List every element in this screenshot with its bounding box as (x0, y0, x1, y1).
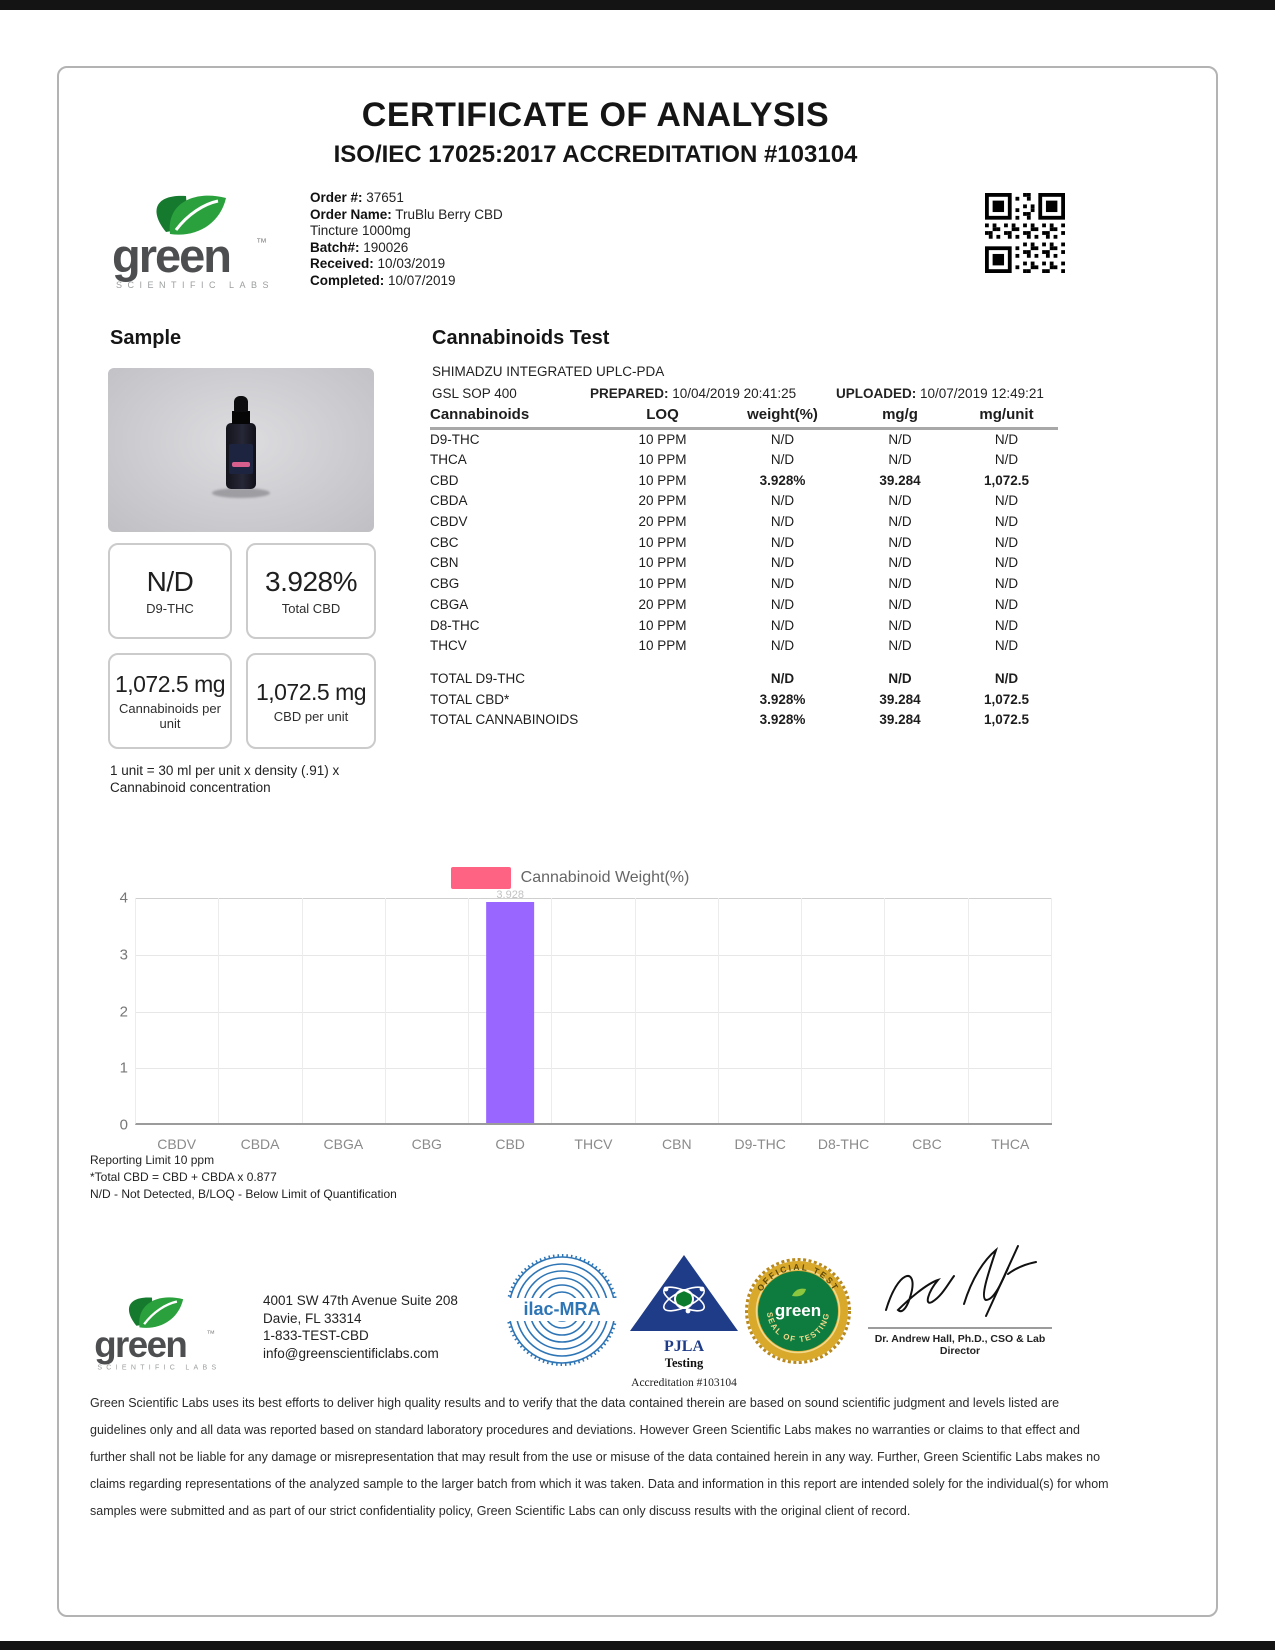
legend-color-swatch (451, 867, 511, 889)
table-row (430, 532, 1058, 553)
cell-mg-unit: N/D (994, 617, 1019, 633)
order-field-label: Batch#: (310, 239, 360, 255)
test-meta-line (432, 386, 1058, 401)
cell-weight: 3.928% (759, 712, 806, 728)
table-row (430, 449, 1058, 470)
order-field: Order #: 37651 (310, 190, 404, 205)
table-row (430, 429, 1058, 450)
cell-weight: N/D (770, 534, 795, 550)
signature-block (868, 1240, 1058, 1357)
cell-mg-unit: N/D (994, 576, 1019, 592)
cell-weight: N/D (770, 432, 795, 448)
table-column-header: LOQ (605, 406, 720, 429)
cell-loq: 10 PPM (638, 576, 687, 592)
cell-mg-g: N/D (888, 452, 912, 468)
cell-total-name: TOTAL CANNABINOIDS (430, 712, 579, 728)
table-total-row (430, 709, 1058, 730)
cell-cannabinoid: CBD (430, 472, 459, 488)
y-tick-label: 4 (119, 889, 128, 907)
pjla-accreditation-number: Accreditation #103104 (631, 1377, 737, 1389)
sample-photo (108, 368, 374, 532)
footnote-line: *Total CBD = CBD + CBDA x 0.877 (90, 1170, 277, 1184)
cell-cannabinoid: THCA (430, 452, 467, 468)
cell-loq: 10 PPM (638, 432, 687, 448)
prepared-timestamp: PREPARED: 10/04/2019 20:41:25 (590, 386, 797, 401)
cell-cannabinoid: CBC (430, 534, 459, 550)
y-tick-label: 0 (119, 1116, 128, 1134)
cell-cannabinoid: CBN (430, 555, 459, 571)
green-scientific-labs-logo (104, 190, 284, 295)
cell-mg-unit: 1,072.5 (983, 691, 1030, 707)
pjla-testing-label: Testing (664, 1356, 704, 1370)
x-tick-label: D9-THC (734, 1136, 786, 1152)
cell-total-name: TOTAL CBD* (430, 691, 510, 707)
sop-label: GSL SOP 400 (432, 386, 517, 401)
table-row (430, 573, 1058, 594)
table-row (430, 635, 1058, 656)
top-border-bar (0, 0, 1275, 10)
cell-mg-g: 39.284 (879, 472, 921, 488)
cell-mg-g: N/D (888, 555, 912, 571)
x-tick-label: D8-THC (817, 1136, 870, 1152)
table-row (430, 470, 1058, 491)
table-row (430, 615, 1058, 636)
page-title: CERTIFICATE OF ANALYSIS (361, 96, 830, 134)
chart-column (469, 889, 552, 1123)
cannabinoid-weight-chart (88, 853, 1088, 1155)
order-field-label: Received: (310, 256, 374, 271)
cell-weight: N/D (770, 452, 795, 468)
result-value: N/D (146, 566, 194, 597)
y-tick-label: 2 (119, 1003, 128, 1020)
cell-cannabinoid: D8-THC (430, 617, 480, 633)
order-field-label: Order #: (310, 190, 363, 205)
cannabinoids-table (430, 406, 1058, 730)
cell-weight: N/D (770, 514, 795, 530)
result-value: 1,072.5 mg (114, 671, 226, 697)
cell-mg-g: N/D (888, 596, 912, 612)
chart-column (552, 898, 635, 1123)
table-row (430, 594, 1058, 615)
table-total-row (430, 689, 1058, 710)
table-column-header: mg/g (845, 406, 955, 429)
order-field: Order Name: TruBlu Berry CBD Tincture 1000mg (310, 206, 503, 238)
cell-loq: 10 PPM (638, 555, 687, 571)
result-label: Cannabinoids per unit (119, 701, 221, 731)
footnote-line: N/D - Not Detected, B/LOQ - Below Limit of Quantification (90, 1187, 397, 1201)
cell-mg-unit: N/D (994, 534, 1019, 550)
x-tick-label: CBDV (157, 1136, 197, 1152)
instrument-name: SHIMADZU INTEGRATED UPLC-PDA (432, 364, 665, 379)
footnote-line: Reporting Limit 10 ppm (90, 1153, 215, 1167)
cell-loq (605, 709, 720, 730)
cell-mg-g: N/D (888, 493, 912, 509)
unit-conversion-note: 1 unit = 30 ml per unit x density (.91) x Cannabinoid concentration (110, 763, 340, 795)
chart-column (386, 898, 469, 1123)
seal-of-testing (745, 1258, 851, 1369)
chart-column (303, 898, 386, 1123)
accreditation-subtitle: ISO/IEC 17025:2017 ACCREDITATION #103104 (333, 141, 858, 168)
qr-code (985, 193, 1065, 278)
cell-weight: N/D (770, 638, 795, 654)
table-column-header: weight(%) (720, 406, 845, 429)
table-column-header: mg/unit (955, 406, 1058, 429)
cell-cannabinoid: CBGA (430, 596, 469, 612)
signature-image (868, 1240, 1052, 1326)
chart-plot-area (135, 889, 1052, 1125)
cell-mg-unit: N/D (994, 493, 1019, 509)
cell-cannabinoid: D9-THC (430, 432, 480, 448)
result-label: CBD per unit (273, 708, 349, 724)
pjla-name: PJLA (664, 1338, 704, 1355)
ilac-mra-seal (505, 1252, 619, 1377)
cell-cannabinoid: CBDA (430, 493, 468, 509)
svg-text:™: ™ (256, 237, 267, 249)
cell-mg-g: N/D (888, 576, 912, 592)
cell-mg-unit: N/D (994, 670, 1019, 686)
x-tick-label: CBN (662, 1136, 692, 1152)
cell-loq (605, 689, 720, 710)
cell-weight: N/D (770, 670, 795, 686)
table-total-row (430, 668, 1058, 689)
cell-loq: 10 PPM (638, 452, 687, 468)
cell-total-name: TOTAL D9-THC (430, 670, 526, 686)
cell-mg-unit: N/D (994, 638, 1019, 654)
pjla-seal (628, 1253, 740, 1389)
cell-mg-g: 39.284 (879, 691, 921, 707)
chart-column (219, 898, 302, 1123)
chart-column (802, 898, 885, 1123)
cell-weight: N/D (770, 617, 795, 633)
svg-text:SEAL OF TESTING: SEAL OF TESTING (764, 1311, 832, 1345)
result-value: 1,072.5 mg (255, 678, 367, 705)
result-card (246, 543, 376, 639)
order-info-block (310, 190, 525, 289)
result-card (108, 543, 232, 639)
report-footnotes (90, 1152, 397, 1203)
address-line: info@greenscientificlabs.com (263, 1345, 439, 1361)
cell-mg-g: 39.284 (879, 712, 921, 728)
svg-text:green: green (774, 1301, 822, 1320)
order-field-label: Completed: (310, 272, 385, 288)
x-tick-label: CBC (912, 1136, 942, 1152)
order-field-label: Order Name: (310, 206, 392, 222)
cell-loq: 10 PPM (638, 534, 687, 550)
ilac-mra-label: ilac-MRA (523, 1299, 601, 1319)
cell-mg-unit: N/D (994, 514, 1019, 530)
cell-mg-g: N/D (888, 432, 912, 448)
cell-loq: 20 PPM (638, 596, 687, 612)
green-scientific-labs-logo-footer (88, 1293, 228, 1375)
svg-text:SCIENTIFIC LABS: SCIENTIFIC LABS (97, 1364, 221, 1372)
chart-legend (88, 867, 1052, 889)
cannabinoids-test-heading: Cannabinoids Test (432, 327, 610, 349)
cell-mg-unit: N/D (994, 432, 1019, 448)
x-tick-label: THCA (991, 1136, 1030, 1152)
cell-loq: 10 PPM (638, 638, 687, 654)
cell-cannabinoid: THCV (430, 638, 467, 654)
cell-mg-unit: 1,072.5 (983, 712, 1030, 728)
y-tick-label: 3 (119, 946, 128, 964)
result-card (108, 653, 232, 749)
cell-weight: 3.928% (759, 691, 806, 707)
cell-weight: N/D (770, 555, 795, 571)
table-row (430, 511, 1058, 532)
disclaimer-text: Green Scientific Labs uses its best efforts to deliver high quality results and to verify that the data contained therein are based on sound scientific judgment and levels listed are guidelines only and all data was reported based on standard laboratory procedures and deviations. However Green Scientific Labs makes no warranties or claims to that effect and further shall not be liable for any damage or misrepresentation that may result from the use or misuse of the data contained herein in any way. Further, Green Scientific Labs makes no claims regarding representations of the analyzed sample to the larger batch from which it was taken. Data and information in this report are intended solely for the individual(s) for whom samples were submitted and as part of our strict confidentiality policy, Green Scientific Labs can only discuss results with the original client of record. (90, 1396, 1109, 1518)
svg-text:SCIENTIFIC LABS: SCIENTIFIC LABS (116, 280, 275, 290)
sample-heading: Sample (110, 327, 182, 349)
y-axis-labels (88, 889, 128, 1134)
order-field: Received: 10/03/2019 (310, 256, 446, 271)
cell-mg-g: N/D (888, 670, 912, 686)
cell-weight: 3.928% (759, 472, 806, 488)
order-field: Completed: 10/07/2019 (310, 272, 456, 288)
chart-column (636, 898, 719, 1123)
cell-weight: N/D (770, 596, 795, 612)
cell-weight: N/D (770, 576, 795, 592)
x-tick-label: CBD (495, 1136, 525, 1152)
cell-mg-unit: 1,072.5 (983, 472, 1030, 488)
svg-text:™: ™ (206, 1328, 216, 1339)
document-header (15, 96, 1176, 169)
tincture-bottle-image (224, 396, 258, 514)
result-label: D9-THC (146, 601, 194, 616)
cell-loq (605, 668, 720, 689)
lab-address-block (263, 1292, 458, 1362)
table-spacer (430, 656, 1058, 668)
cell-mg-g: N/D (888, 617, 912, 633)
cell-loq: 10 PPM (638, 472, 687, 488)
bar-value-label: 3.928 (496, 889, 524, 902)
cell-cannabinoid: CBDV (430, 514, 468, 530)
result-card (246, 653, 376, 749)
x-axis-labels (135, 1136, 1052, 1152)
legend-label: Cannabinoid Weight(%) (520, 869, 690, 886)
y-tick-label: 1 (119, 1059, 128, 1077)
table-column-header: Cannabinoids (430, 406, 605, 429)
chart-column (969, 898, 1052, 1123)
cell-mg-g: N/D (888, 638, 912, 654)
table-row (430, 553, 1058, 574)
result-label: Total CBD (281, 601, 341, 616)
x-tick-label: CBGA (323, 1136, 364, 1152)
cell-mg-unit: N/D (994, 596, 1019, 612)
cell-mg-unit: N/D (994, 452, 1019, 468)
cell-weight: N/D (770, 493, 795, 509)
address-line: 1-833-TEST-CBD (263, 1328, 369, 1343)
svg-text:OFFICIAL TEST: OFFICIAL TEST (754, 1261, 842, 1294)
order-field: Batch#: 190026 (310, 239, 409, 255)
chart-column (885, 898, 968, 1123)
address-line: 4001 SW 47th Avenue Suite 208 (263, 1293, 458, 1308)
result-value: 3.928% (265, 566, 357, 597)
cell-loq: 10 PPM (638, 617, 687, 633)
cell-mg-g: N/D (888, 514, 912, 530)
cell-cannabinoid: CBG (430, 576, 460, 592)
cell-loq: 20 PPM (638, 493, 687, 509)
x-tick-label: CBDA (240, 1136, 280, 1152)
signer-name: Dr. Andrew Hall, Ph.D., CSO & Lab Director (874, 1333, 1046, 1357)
x-tick-label: CBG (411, 1136, 442, 1152)
chart-column (719, 898, 802, 1123)
x-tick-label: THCV (574, 1136, 613, 1152)
result-cards (108, 543, 376, 749)
svg-text:green: green (94, 1323, 187, 1365)
chart-column (136, 898, 219, 1123)
uploaded-timestamp: UPLOADED: 10/07/2019 12:49:21 (836, 386, 1044, 401)
bottom-border-bar (0, 1641, 1275, 1650)
address-line: Davie, FL 33314 (263, 1310, 362, 1326)
table-row (430, 491, 1058, 512)
cell-mg-unit: N/D (994, 555, 1019, 571)
cell-loq: 20 PPM (638, 514, 687, 530)
svg-text:green: green (112, 229, 230, 282)
cell-mg-g: N/D (888, 534, 912, 550)
signature-line (868, 1327, 1052, 1329)
bar-cbd (486, 902, 534, 1123)
